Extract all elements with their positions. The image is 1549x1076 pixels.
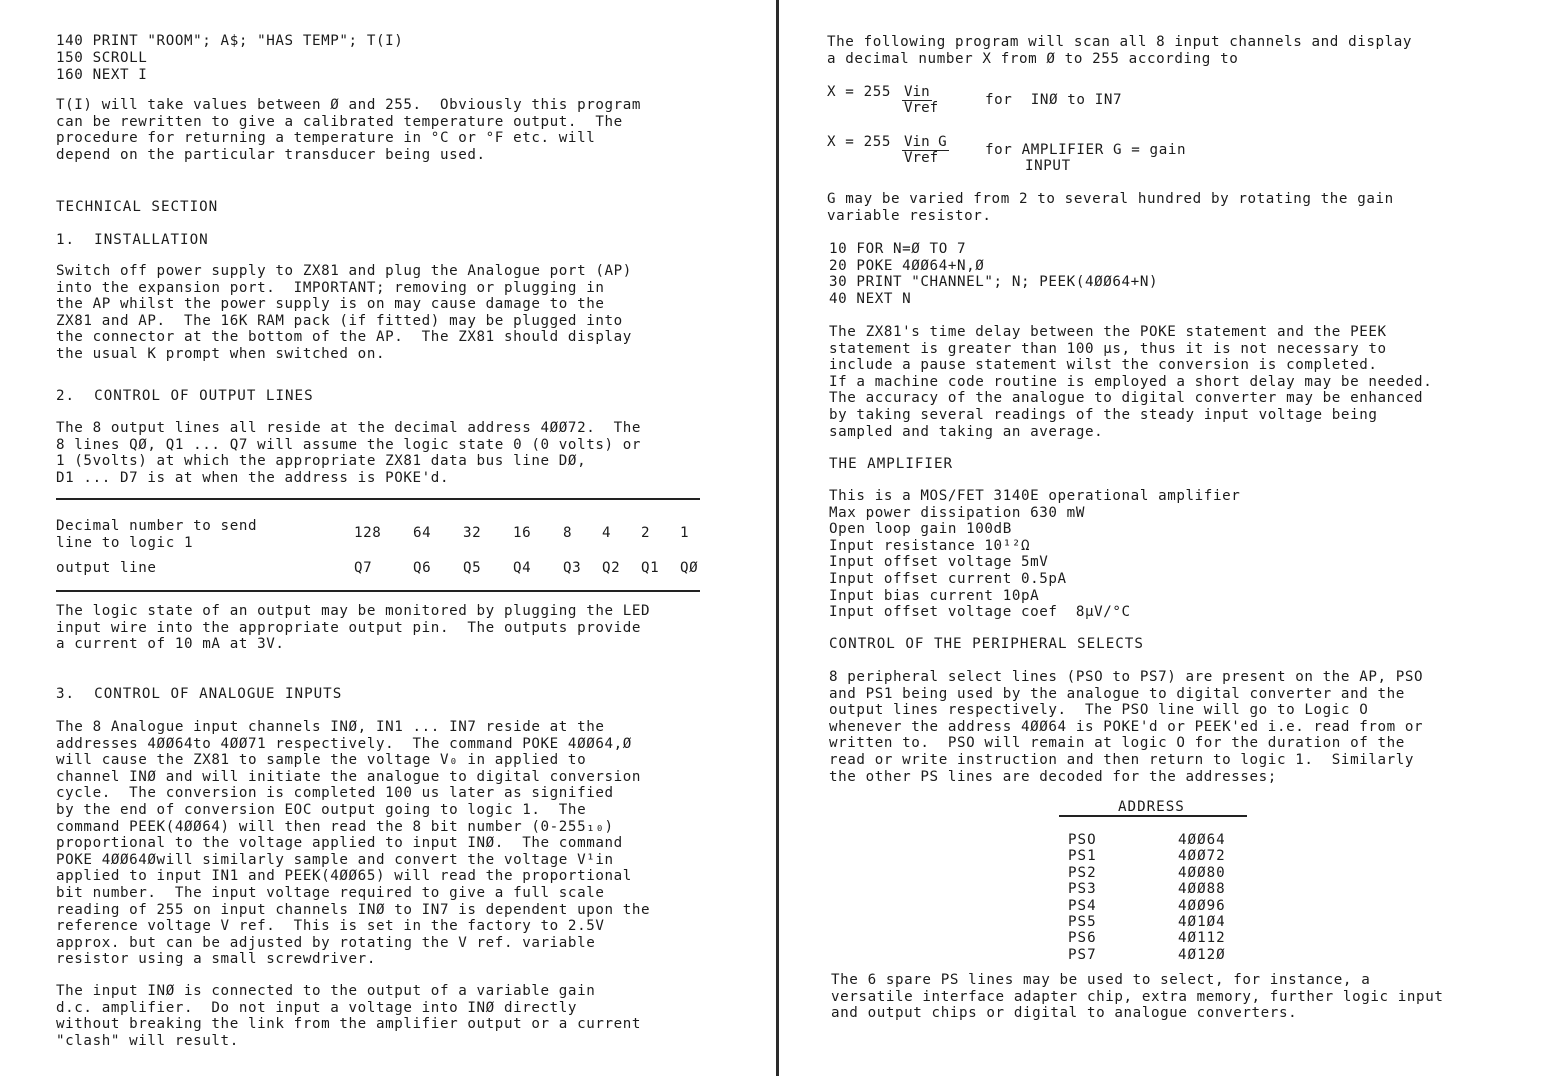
- code-line-30: 30 PRINT "CHANNEL"; N; PEEK(4ØØ64+N): [829, 274, 1159, 290]
- table-cell: Q5: [463, 560, 482, 576]
- table-cell: 16: [513, 525, 532, 541]
- scan-paragraph: The following program will scan all 8 input channels and display a decimal number X from Ø to 255 according to: [827, 34, 1413, 67]
- table-cell: Q1: [641, 560, 660, 576]
- formula-1-lhs: X = 255: [827, 84, 891, 100]
- code-line-150: 150 SCROLL: [56, 50, 148, 66]
- right-page: [780, 0, 1549, 1076]
- spare-lines-paragraph: The 6 spare PS lines may be used to select, for instance, a versatile interface adapter chip, extra memory, further logic input and output chips or digital to analogue converters.: [831, 972, 1444, 1022]
- ps-label: PS4: [1068, 897, 1097, 914]
- ps-label: PS3: [1068, 881, 1097, 898]
- formula-2-note: for AMPLIFIER G = gain: [985, 142, 1187, 158]
- address-table: [1068, 832, 1268, 972]
- ps-address: 4Ø12Ø: [1178, 946, 1226, 963]
- table-cell: Q2: [602, 560, 621, 576]
- peripheral-paragraph: 8 peripheral select lines (PSO to PS7) are present on the AP, PSO and PS1 being used by the analogue to digital converter and the output lines respectively. The PSO line will go to Logic O whenever the address 4ØØ64 is POKE'd or PEEK'ed i.e. read from or written to. PSO will remain at logic O for the duration of the read or write instruction and then return to logic 1. Similarly the other PS lines are decoded for the addresses;: [829, 669, 1424, 785]
- code-line-160: 160 NEXT I: [56, 67, 148, 83]
- table-cell: 128: [354, 525, 382, 541]
- table-cell: 2: [641, 525, 651, 541]
- formula-1-numerator: Vin: [904, 84, 930, 100]
- formula-2: [827, 134, 1287, 178]
- delay-paragraph: The ZX81's time delay between the POKE statement and the PEEK statement is greater than 100 µs, thus it is not necessary to include a pause statement wilst the conversion is completed. If a machine code routine is employed a short delay may be needed. The accuracy of the analogue to digital converter may be enhanced by taking several readings of the steady input voltage being sampled and taking an average.: [829, 324, 1433, 440]
- analogue-inputs-paragraph: The 8 Analogue input channels INØ, IN1 ... IN7 reside at the addresses 4ØØ64to 4ØØ71 respectively. The command POKE 4ØØ64,Ø will cause the ZX81 to sample the voltage V₀ in applied to channel INØ and will initiate the analogue to digital conversion cycle. The conversion is completed 100 us later as signified by the end of conversion EOC output going to logic 1. The command PEEK(4ØØ64) will then read the 8 bit number (0-255₁₀) proportional to the voltage applied to input INØ. The command POKE 4ØØ64Øwill similarly sample and convert the voltage V¹in applied to input IN1 and PEEK(4ØØ65) will read the proportional bit number. The input voltage required to give a full scale reading of 255 on input channels INØ to IN7 is dependent upon the reference voltage V ref. This is set in the factory to 2.5V approx. but can be adjusted by rotating the V ref. variable resistor using a small screwdriver.: [56, 719, 651, 968]
- table-row1-label: Decimal number to send line to logic 1: [56, 518, 258, 551]
- ps-label: PS5: [1068, 914, 1097, 930]
- formula-1-denominator: Vref: [904, 100, 939, 116]
- table-cell: QØ: [680, 560, 699, 576]
- led-paragraph: The logic state of an output may be monitored by plugging the LED input wire into the appropriate output pin. The outputs provide a current of 10 mA at 3V.: [56, 603, 651, 653]
- code-line-40: 40 NEXT N: [829, 291, 912, 307]
- table-cell: Q6: [413, 560, 432, 576]
- formula-1-note: for INØ to IN7: [985, 92, 1123, 108]
- technical-section-heading: TECHNICAL SECTION: [56, 199, 219, 215]
- ps-address: 4Ø1Ø4: [1178, 914, 1226, 930]
- address-table-heading: ADDRESS: [1118, 799, 1185, 815]
- formula-2-note-input: INPUT: [1025, 158, 1071, 174]
- ps-label: PSO: [1068, 832, 1097, 848]
- output-lines-paragraph: The 8 output lines all reside at the decimal address 4ØØ72. The 8 lines QØ, Q1 ... Q7 will assume the logic state 0 (0 volts) or 1 (5volts) at which the appropriate ZX81 data bus line DØ, D1 ... D7 is at when the address is POKE'd.: [56, 420, 642, 486]
- table-row2-label: output line: [56, 560, 157, 576]
- ps-address: 4Ø112: [1178, 930, 1226, 947]
- intro-paragraph: T(I) will take values between Ø and 255. Obviously this program can be rewritten to give a calibrated temperature output. The procedure for returning a temperature in °C or °F etc. will depend on the particular transducer being used.: [56, 97, 642, 163]
- table-cell: 1: [680, 525, 690, 541]
- ps-address: 4ØØ96: [1178, 897, 1226, 914]
- address-table-rule: [1059, 815, 1247, 817]
- ps-label: PS6: [1068, 930, 1097, 947]
- table-bottom-rule: [56, 590, 700, 592]
- formula-2-lhs: X = 255: [827, 134, 891, 150]
- output-lines-heading: 2. CONTROL OF OUTPUT LINES: [56, 388, 314, 404]
- formula-2-numerator: Vin G: [904, 134, 947, 150]
- ps-address: 4ØØ88: [1178, 881, 1226, 898]
- ps-address: 4ØØ64: [1178, 832, 1226, 848]
- peripheral-selects-heading: CONTROL OF THE PERIPHERAL SELECTS: [829, 636, 1144, 652]
- code-line-140: 140 PRINT "ROOM"; A$; "HAS TEMP"; T(I): [56, 33, 404, 49]
- code-line-20: 20 POKE 4ØØ64+N,Ø: [829, 258, 985, 274]
- table-cell: Q4: [513, 560, 532, 576]
- table-cell: 4: [602, 525, 612, 541]
- gain-paragraph: G may be varied from 2 to several hundred by rotating the gain variable resistor.: [827, 191, 1394, 224]
- installation-heading: 1. INSTALLATION: [56, 232, 209, 248]
- table-cell: 8: [563, 525, 573, 541]
- table-cell: Q3: [563, 560, 582, 576]
- code-line-10: 10 FOR N=Ø TO 7: [829, 241, 967, 257]
- amplifier-specs: This is a MOS/FET 3140E operational amplifier Max power dissipation 630 mW Open loop gain 100dB Input resistance 10¹²Ω Input offset voltage 5mV Input offset current 0.5pA Input bias current 10pA Input offset voltage coef 8µV/°C: [829, 488, 1241, 621]
- formula-1: [827, 84, 1247, 124]
- amplifier-link-paragraph: The input INØ is connected to the output of a variable gain d.c. amplifier. Do not input a voltage into INØ directly without breaking the link from the amplifier output or a current "clash" will result.: [56, 983, 642, 1049]
- formula-2-denominator: Vref: [904, 150, 939, 166]
- analogue-inputs-heading: 3. CONTROL OF ANALOGUE INPUTS: [56, 686, 343, 702]
- ps-label: PS2: [1068, 864, 1097, 881]
- ps-address: 4ØØ72: [1178, 848, 1226, 865]
- page-spine: [776, 0, 779, 1076]
- output-table: [56, 518, 700, 588]
- table-cell: Q7: [354, 560, 373, 576]
- table-cell: 32: [463, 525, 482, 541]
- ps-address: 4ØØ80: [1178, 864, 1226, 881]
- table-top-rule: [56, 498, 700, 500]
- table-cell: 64: [413, 525, 432, 541]
- ps-label: PS1: [1068, 848, 1097, 865]
- installation-paragraph: Switch off power supply to ZX81 and plug the Analogue port (AP) into the expansion port. IMPORTANT; removing or plugging in the AP whilst the power supply is on may cause damage to the ZX81 and AP. The 16K RAM pack (if fitted) may be plugged into the connector at the bottom of the AP. The ZX81 should display the usual K prompt when switched on.: [56, 263, 632, 362]
- ps-label: PS7: [1068, 946, 1097, 963]
- amplifier-heading: THE AMPLIFIER: [829, 456, 954, 472]
